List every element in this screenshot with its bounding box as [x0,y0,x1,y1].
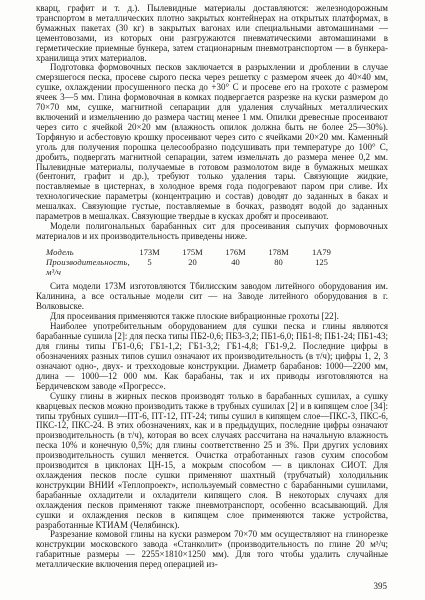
model-cell: 178М [268,246,289,257]
capacity-row-label [46,257,128,277]
model-cell: 175М [182,246,203,257]
table-row-capacity [46,257,388,277]
paragraph-sieve-manufacturers: Сита модели 173М изготовляются Тбилисским заводом литейного оборудования им. Калинина, а все остальные модели сит — на Заводе литейного оборудования в г. Волковыске. [36,280,388,311]
table-row-models [46,247,388,257]
page-body [36,4,388,570]
paragraph-material-delivery: кварц, графит и т. д.). Пылевидные материалы доставляются: железнодорожным транспортом в металлических плотно закрытых контейнерах на открытых платформах, в бумажных пакетах (30 кг) в закрытых вагонах или специальными автомашинами — цементовозами, из которых они разгружаются пневматическими автомашинами в герметические приемные бункера, затем стационарным пневмотранспортом — в бункера-хранилища этих материалов. [36,3,388,63]
paragraph-drum-dryers: Наиболее употребительным оборудованием для сушки песка и глины являются барабанные сушила [2]: для песка типы ПБ2-0,6; ПБ3-3,2; ПБ1-6,0; ПБ1-8; ПБ1-24; ПБ1-43; для глины типы ГБ1-0,6; ГБ1-1,2; ГБ1-3,2; ГБ1-4,8; ГБ1-9,2. Последние цифры в обозначениях разных типов сушил означают их производительность (в т/ч); цифры 1, 2, 3 означают одно-, двух- и трехходовые конструкции. Диаметр барабанов: 1000—2200 мм, длина — 1000—12 000 мм. Как барабаны, так и их приводы изготовляются на Бердичевском заводе «Прогресс». [36,321,388,391]
model-row-label: Модель [46,246,74,257]
capacity-cell: 20 [188,256,197,267]
capacity-cell: 5 [147,256,152,267]
capacity-cell: 125 [315,256,328,267]
paragraph-clay-cutting: Разрезание комовой глины на куски размером 70×70 мм осуществляют на глинорезке конструкции московского завода «Станколит» (производительность по глине 20 м³/ч; габаритные размеры — 2255×1810×1250 мм). Для того чтобы удалить случайные металлические включения перед операцией из- [36,529,388,570]
paragraph-sieve-models-intro: Модели полигональных барабанных сит для просеивания сыпучих формовочных материалов и их производительность приведены ниже. [36,220,388,241]
capacity-cell: 80 [274,256,283,267]
paragraph-sand-preparation: Подготовка формовочных песков заключается в разрыхлении и дроблении в случае смерзшегося песка, просеве сырого песка через решетку с размером ячеек до 40×40 мм, сушке, охлаждении просушенного песка до +30° С и просеве его на грохоте с размером ячеек 3—5 мм. Глина формовочная в комках подвергается разрезке на куски размером до 70×70 мм, сушке, магнитной сепарации для удаления случайных металлических включений и измельчению до размера частиц менее 1 мм. Опилки древесные просеивают через сито с ячейкой 20×20 мм (влажность опилок должна быть не более 25—30%). Торфяную и асбестовую крошку просеивают через сито с ячейками 20×20 мм. Каменный уголь для получения порошка целесообразно подсушивать при температуре до 100° С, дробить, подвергать магнитной сепарации, затем измельчать до размера менее 0,2 мм. Пылевидные материалы, получаемые в готовом размолотом виде в бумажных мешках (бентонит, графит и др.), требуют только удаления тары. Связующие жидкие, поставляемые в цистернах, в холодное время года подогревают паром при сливе. Их технологические параметры (концентрацию и состав) доводят до заданных в баках и мешалках. Связующие густые, поставляемые в бочках, разводят водой до заданных параметров в мешалках. Связующие твердые в кусках дробят и просеивают. [36,62,388,222]
model-cell: 173М [139,246,160,257]
capacity-unit-line: м³/ч [46,266,62,277]
capacity-label-line: Производительность, [46,256,130,267]
model-cell: 176М [225,246,246,257]
page-number: 395 [373,581,387,592]
paragraph-vibrating-screens: Для просеивания применяются также плоские вибрационные грохоты [22]. [50,311,339,322]
capacity-cell: 40 [231,256,240,267]
model-cell: 1А79 [312,246,331,257]
paragraph-drying-cooling: Сушку глины в жирных песков производят только в барабанных сушилах, а сушку кварцевых песков можно производить также в трубных сушилах [2] и в кипящем слое [34]: типы трубных сушил—ПТ-6, ПТ-12, ПТ-24; типы сушил в кипящем слое—ПКС-3, ПКС-6, ПКС-12, ПКС-24. В этих обозначениях, как и в предыдущих, последние цифры означают производительность (в т/ч), которая во всех случаях рассчитана на начальную влажность песка 10% и конечную 0,5%; для глины соответственно 25 и 3%. При других условиях производительность сушил меняется. Очистка отработанных газов сухим способом производится в циклонах ЦН-15, а мокрым способом — в циклонах СИОТ. Для охлаждения песков после сушки применяют шахтный (трубчатый) холодильник конструкции ВНИИ «Теплопроект», используемый совместно с барабанными сушилами, барабанные охладители и охладители кипящего слоя. В некоторых случаях для охлаждения песков применяют также пневмотранспорт, особенно всасывающий. Для сушки и охлаждения песков в кипящем слое применяются также устройства, разработанные КТИАМ (Челябинск). [36,390,388,530]
sieve-models-table [46,247,388,277]
